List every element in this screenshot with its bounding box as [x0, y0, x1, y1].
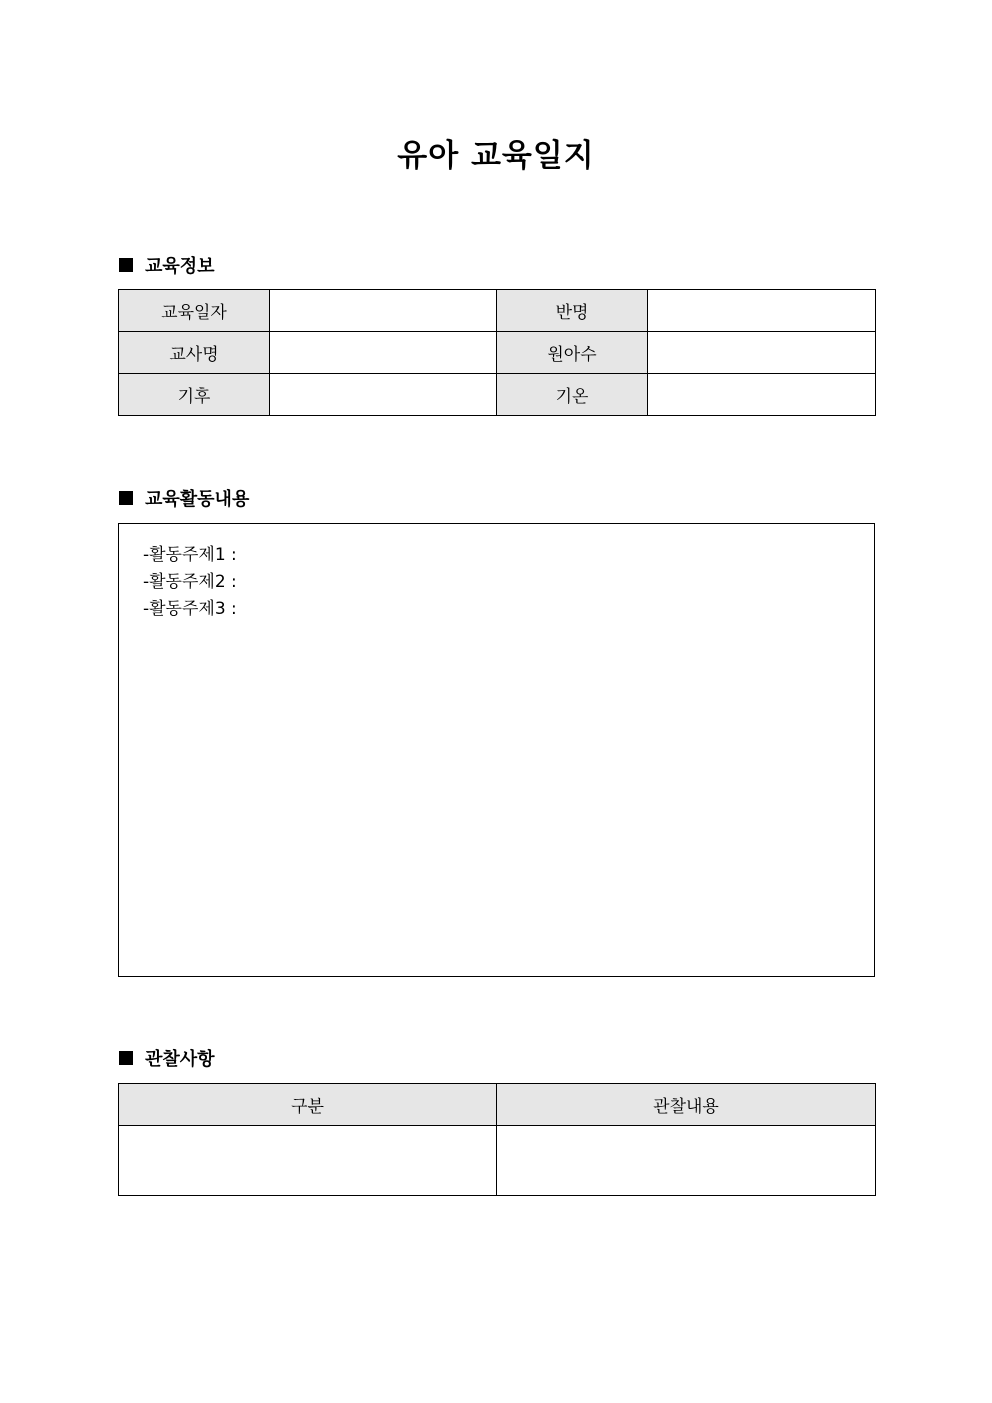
activity-lines — [143, 542, 237, 623]
info-table — [118, 289, 876, 416]
section-heading-activity — [119, 485, 249, 511]
table-row — [119, 332, 876, 374]
document-title: 유아 교육일지 — [397, 138, 595, 174]
section-heading-label: 관찰사항 — [145, 1049, 215, 1070]
square-bullet-icon — [119, 491, 133, 505]
field-value-teacher[interactable] — [270, 332, 497, 374]
field-value-class[interactable] — [648, 290, 876, 332]
activity-content-box[interactable] — [118, 523, 875, 977]
observation-content-cell[interactable] — [497, 1126, 876, 1196]
table-row — [119, 374, 876, 416]
column-header-category: 구분 — [119, 1084, 497, 1126]
square-bullet-icon — [119, 258, 133, 272]
section-heading-label: 교육활동내용 — [145, 489, 250, 510]
table-row — [119, 290, 876, 332]
observation-table — [118, 1083, 876, 1196]
column-header-content: 관찰내용 — [497, 1084, 876, 1126]
activity-topic-line: -활동주제1 : — [143, 545, 237, 565]
field-label-weather: 기후 — [119, 374, 270, 416]
square-bullet-icon — [119, 1051, 133, 1065]
observation-category-cell[interactable] — [119, 1126, 497, 1196]
table-row — [119, 1126, 876, 1196]
field-label-temperature: 기온 — [497, 374, 648, 416]
section-heading-info — [119, 252, 215, 278]
activity-topic-line: -활동주제2 : — [143, 572, 237, 592]
field-value-date[interactable] — [270, 290, 497, 332]
field-value-children-count[interactable] — [648, 332, 876, 374]
field-label-date: 교육일자 — [119, 290, 270, 332]
field-label-teacher: 교사명 — [119, 332, 270, 374]
table-header-row — [119, 1084, 876, 1126]
section-heading-observation — [119, 1045, 215, 1071]
section-heading-label: 교육정보 — [145, 256, 215, 277]
field-label-class: 반명 — [497, 290, 648, 332]
activity-topic-line: -활동주제3 : — [143, 599, 237, 619]
field-value-weather[interactable] — [270, 374, 497, 416]
field-value-temperature[interactable] — [648, 374, 876, 416]
field-label-children-count: 원아수 — [497, 332, 648, 374]
